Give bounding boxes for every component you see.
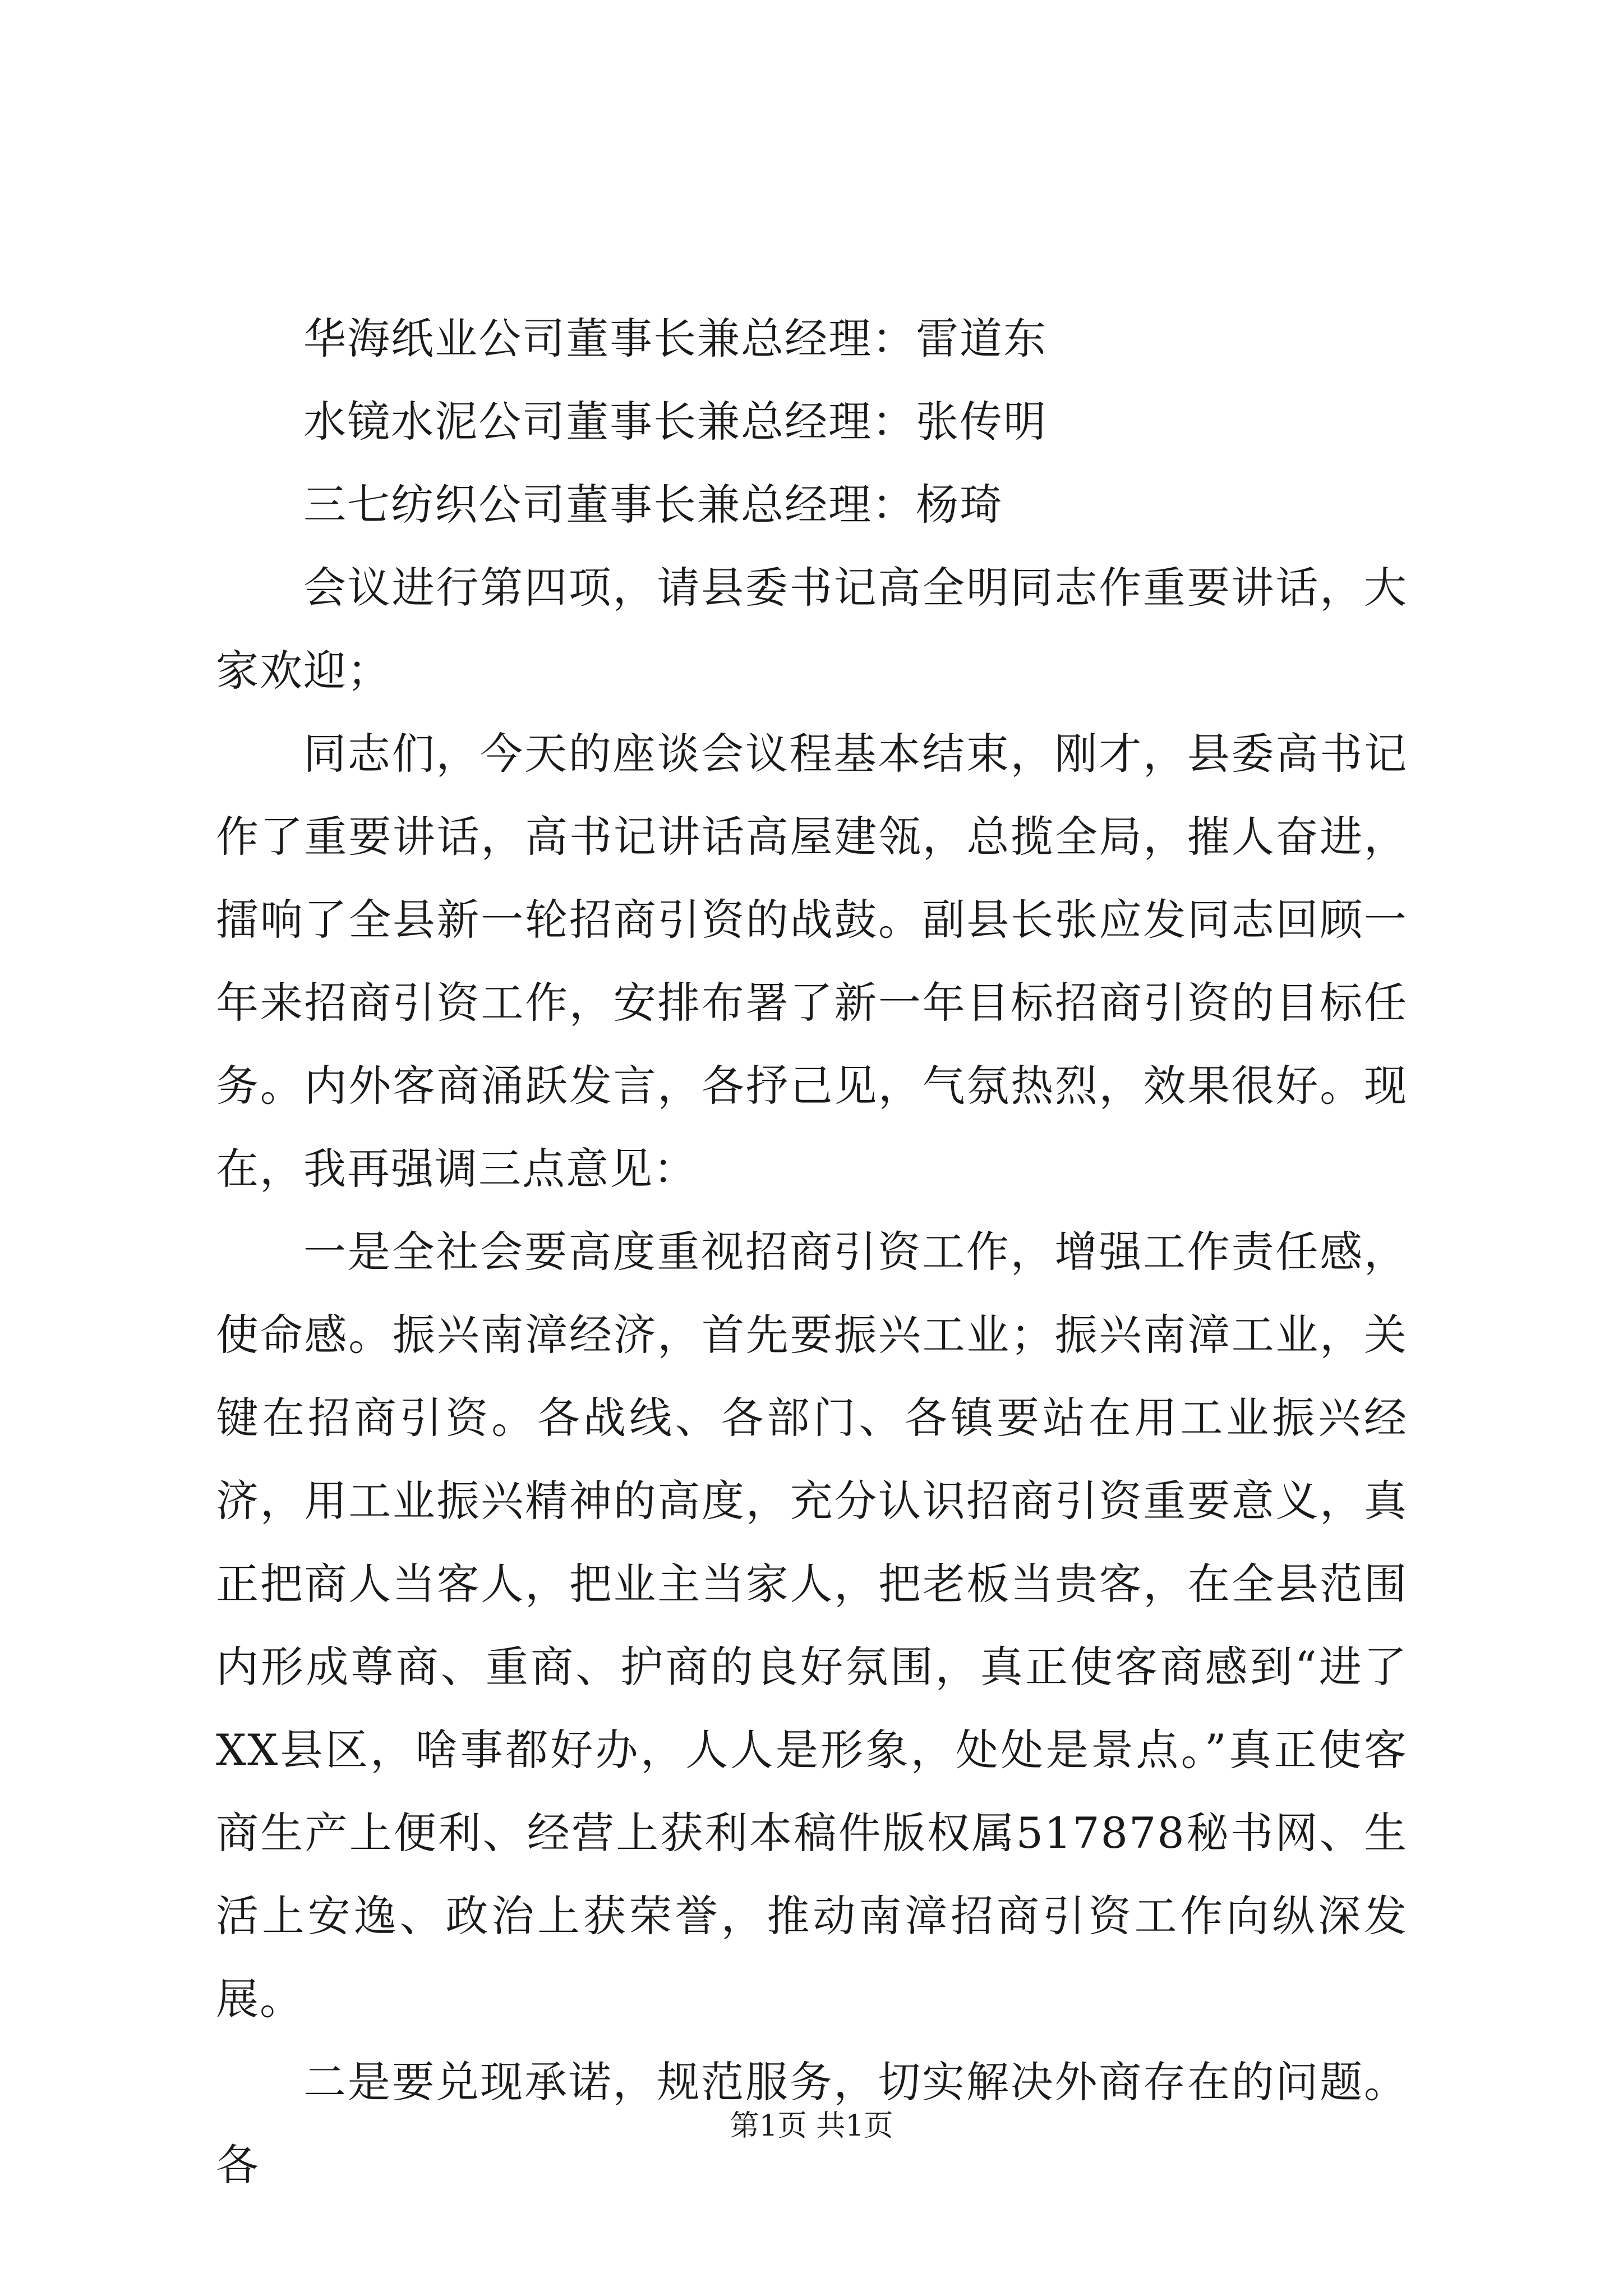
page-footer: 第1页 共1页	[730, 2109, 893, 2143]
paragraph-7: 二是要兑现承诺，规范服务，切实解决外商存在的问题。各	[216, 2057, 1408, 2190]
paragraph-4: 会议进行第四项，请县委书记高全明同志作重要讲话，大家欢迎；	[216, 563, 1408, 696]
paragraph-3: 三七纺织公司董事长兼总经理：杨琦	[303, 480, 1003, 530]
paragraph-2: 水镜水泥公司董事长兼总经理：张传明	[303, 397, 1047, 447]
document-body	[216, 297, 1408, 2207]
paragraph-1: 华海纸业公司董事长兼总经理：雷道东	[303, 314, 1047, 364]
paragraph-5: 同志们，今天的座谈会议程基本结束，刚才，县委高书记作了重要讲话，高书记讲话高屋建瓴，总揽全局，摧人奋进，擂响了全县新一轮招商引资的战鼓。副县长张应发同志回顾一年来招商引资工作，安排布署了新一年目标招商引资的目标任务。内外客商涌跃发言，各抒己见，气氛热烈，效果很好。现在，我再强调三点意见：	[216, 729, 1408, 1194]
paragraph-6: 一是全社会要高度重视招商引资工作，增强工作责任感，使命感。振兴南漳经济，首先要振兴工业；振兴南漳工业，关键在招商引资。各战线、各部门、各镇要站在用工业振兴经济，用工业振兴精神的高度，充分认识招商引资重要意义，真正把商人当客人，把业主当家人，把老板当贵客，在全县范围内形成尊商、重商、护商的良好氛围，真正使客商感到“进了XX县区，啥事都好办，人人是形象，处处是景点。”真正使客商生产上便利、经营上获利本稿件版权属517878秘书网、生活上安逸、政治上获荣誉，推动南漳招商引资工作向纵深发展。	[216, 1227, 1408, 2024]
